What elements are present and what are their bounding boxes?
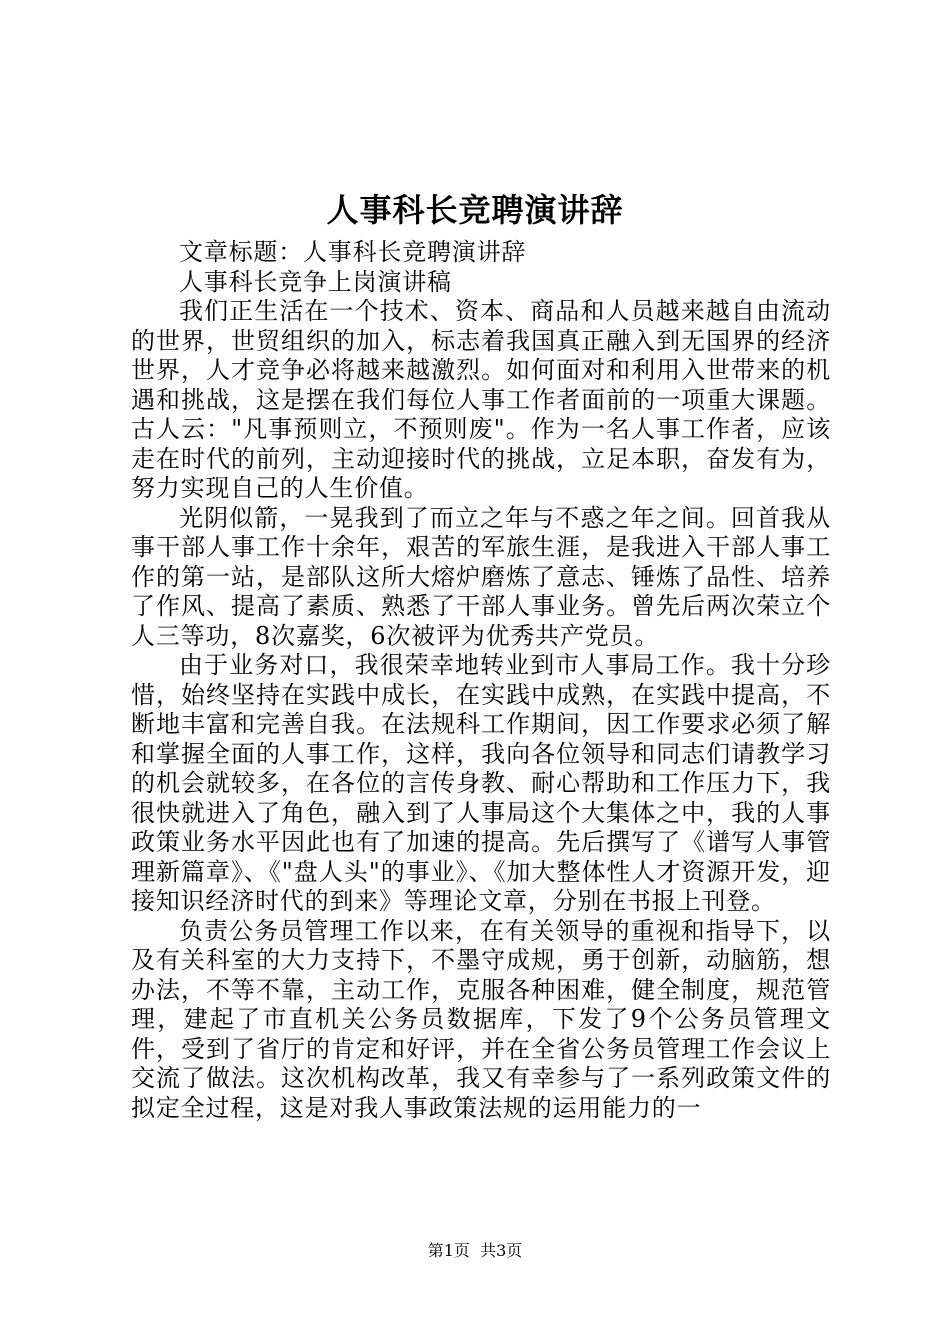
page-number: 第1页 (427, 1241, 470, 1260)
article-subtitle-line: 人事科长竞争上岗演讲稿 (179, 267, 452, 296)
page-total: 共3页 (480, 1241, 523, 1260)
document-body (131, 238, 831, 1123)
document-title: 人事科长竞聘演讲辞 (326, 191, 624, 229)
article-title-line: 文章标题：人事科长竞聘演讲辞 (179, 238, 527, 266)
body-paragraph: 我们正生活在一个技术、资本、商品和人员越来越自由流动的世界，世贸组织的加入，标志着我国真正融入到无国界的经济世界，人才竞争必将越来越激烈。如何面对和利用入世带来的机遇和挑战，这是摆在我们每位人事工作者面前的一项重大课题。古人云："凡事预则立，不预则废"。作为一名人事工作者，应该走在时代的前列，主动迎接时代的挑战，立足本职，奋发有为，努力实现自己的人生价值。 (131, 297, 831, 502)
body-paragraph: 负责公务员管理工作以来，在有关领导的重视和指导下，以及有关科室的大力支持下，不墨守成规，勇于创新，动脑筋，想办法，不等不靠，主动工作，克服各种困难，健全制度，规范管理，建起了市直机关公务员数据库，下发了9个公务员管理文件，受到了省厅的肯定和好评，并在全省公务员管理工作会议上交流了做法。这次机构改革，我又有幸参与了一系列政策文件的拟定全过程，这是对我人事政策法规的运用能力的一 (131, 916, 831, 1122)
body-paragraph: 由于业务对口，我很荣幸地转业到市人事局工作。我十分珍惜，始终坚持在实践中成长，在实践中成熟，在实践中提高，不断地丰富和完善自我。在法规科工作期间，因工作要求必须了解和掌握全面的人事工作，这样，我向各位领导和同志们请教学习的机会就较多，在各位的言传身教、耐心帮助和工作压力下，我很快就进入了角色，融入到了人事局这个大集体之中，我的人事政策业务水平因此也有了加速的提高。先后撰写了《谱写人事管理新篇章》、《"盘人头"的事业》、《加大整体性人才资源开发，迎接知识经济时代的到来》等理论文章，分别在书报上刊登。 (131, 651, 831, 915)
body-paragraph: 光阴似箭，一晃我到了而立之年与不惑之年之间。回首我从事干部人事工作十余年，艰苦的军旅生涯，是我进入干部人事工作的第一站，是部队这所大熔炉磨炼了意志、锤炼了品性、培养了作风、提高了素质、熟悉了干部人事业务。曾先后两次荣立个人三等功，8次嘉奖，6次被评为优秀共产党员。 (131, 503, 831, 650)
page-footer (0, 1240, 950, 1262)
footer-spacer (470, 1241, 480, 1260)
